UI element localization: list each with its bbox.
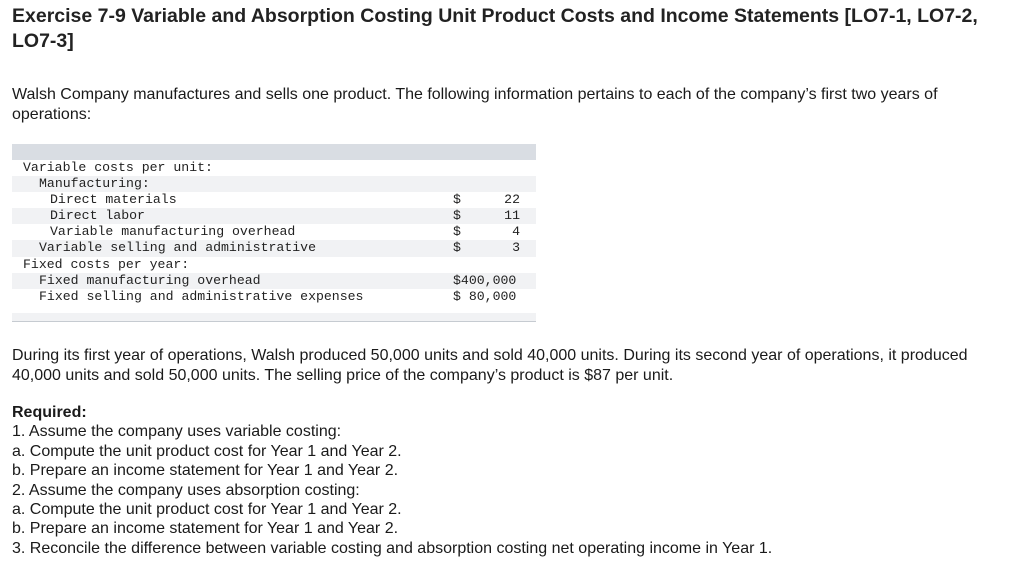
variable-mfg-overhead-value: 4: [512, 224, 520, 240]
fixed-selling-admin-value: $ 80,000: [453, 288, 517, 304]
required-item: a. Compute the unit product cost for Year 1 and Year 2.: [12, 442, 402, 460]
direct-materials-label: Direct materials: [50, 192, 177, 208]
variable-mfg-overhead-currency: $: [453, 224, 461, 240]
table-header-bar: [12, 144, 536, 160]
required-heading: Required:: [12, 404, 87, 421]
direct-materials-currency: $: [453, 192, 461, 208]
fixed-selling-admin-label: Fixed selling and administrative expenses: [39, 288, 364, 304]
variable-selling-admin-value: 3: [512, 240, 520, 256]
table-footer-bar: [12, 313, 536, 322]
cost-table: [12, 160, 536, 305]
direct-materials-value: 22: [504, 192, 520, 208]
intro-text: Walsh Company manufactures and sells one product. The following information pertains to each of the company’s first two years of operations:: [12, 86, 938, 123]
required-item: a. Compute the unit product cost for Year 1 and Year 2.: [12, 501, 402, 519]
direct-labor-value: 11: [504, 208, 520, 224]
fixed-costs-header: Fixed costs per year:: [23, 256, 190, 272]
exercise-title: Exercise 7-9 Variable and Absorption Costing Unit Product Costs and Income Statements [LO7-1, LO7-2, LO7-3]: [12, 5, 978, 52]
operations-paragraph: During its first year of operations, Walsh produced 50,000 units and sold 40,000 units. During its second year of operations, it produced 40,000 units and sold 50,000 units. The selling price of the company’s product is $87 per unit.: [12, 347, 968, 384]
variable-costs-header: Variable costs per unit:: [23, 160, 213, 175]
table-row: [12, 273, 536, 289]
table-row: [12, 224, 536, 240]
direct-labor-label: Direct labor: [50, 208, 145, 224]
variable-selling-admin-label: Variable selling and administrative: [39, 240, 316, 256]
fixed-mfg-overhead-value: $400,000: [453, 272, 517, 288]
table-row: [12, 208, 536, 224]
required-item: b. Prepare an income statement for Year 1 and Year 2.: [12, 462, 399, 480]
table-row: [12, 257, 536, 273]
required-item: 3. Reconcile the difference between variable costing and absorption costing net operating income in Year 1.: [12, 539, 773, 557]
required-item: 2. Assume the company uses absorption costing:: [12, 481, 360, 499]
required-item: b. Prepare an income statement for Year 1 and Year 2.: [12, 520, 399, 538]
table-row: [12, 289, 536, 305]
table-row: [12, 192, 536, 208]
table-row: [12, 240, 536, 256]
table-row: [12, 176, 536, 192]
required-section: [12, 403, 1012, 558]
variable-selling-admin-currency: $: [453, 240, 461, 256]
direct-labor-currency: $: [453, 208, 461, 224]
table-row: [12, 160, 536, 176]
variable-mfg-overhead-label: Variable manufacturing overhead: [50, 224, 296, 240]
required-item: 1. Assume the company uses variable costing:: [12, 423, 342, 441]
fixed-mfg-overhead-label: Fixed manufacturing overhead: [39, 272, 261, 288]
manufacturing-header: Manufacturing:: [39, 176, 150, 192]
